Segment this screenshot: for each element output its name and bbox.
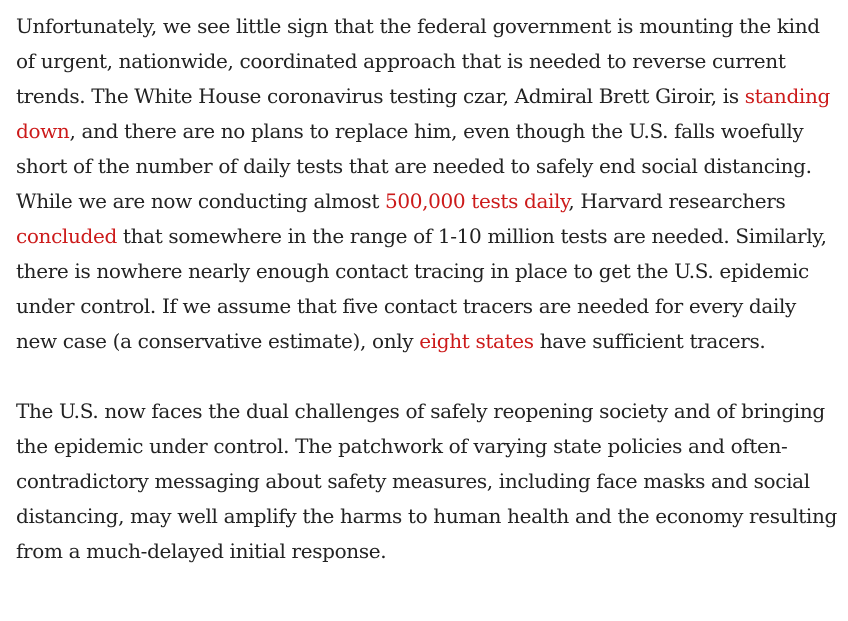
link-500000-tests-daily[interactable]: 500,000 tests daily: [385, 189, 569, 213]
paragraph-text: that somewhere in the range of 1-10 million tests are needed. Similarly, there is nowhere nearly enough contact tracing in place to get the U.S. epidemic under control. If we assume that five contact tracers are needed for every daily new case (a conservative estimate), only: [16, 224, 827, 353]
link-concluded[interactable]: concluded: [16, 224, 117, 248]
paragraph-dual-challenges: The U.S. now faces the dual challenges of safely reopening society and of bringing the epidemic under control. The patchwork of varying state policies and often-contradictory messaging about safety measures, including face masks and social distancing, may well amplify the harms to human health and the economy resulting from a much-delayed initial response.: [16, 399, 837, 563]
paragraph-text: , Harvard researchers: [568, 189, 786, 213]
link-eight-states[interactable]: eight states: [419, 329, 534, 353]
link-standing-down[interactable]: standing down: [16, 84, 830, 143]
paragraph-text: have sufficient tracers.: [533, 329, 766, 353]
paragraph-text: Unfortunately, we see little sign that the federal government is mounting the kind of urgent, nationwide, coordinated approach that is needed to reverse current trends. The White House coronavirus testing czar, Admiral Brett Giroir, is: [16, 14, 820, 108]
article-body: [16, 9, 842, 604]
paragraph-text: , and there are no plans to replace him, even though the U.S. falls woefully short of the number of daily tests that are needed to safely end social distancing. While we are now conducting almost: [16, 119, 812, 213]
paragraph-testing-tracing: [16, 9, 842, 359]
